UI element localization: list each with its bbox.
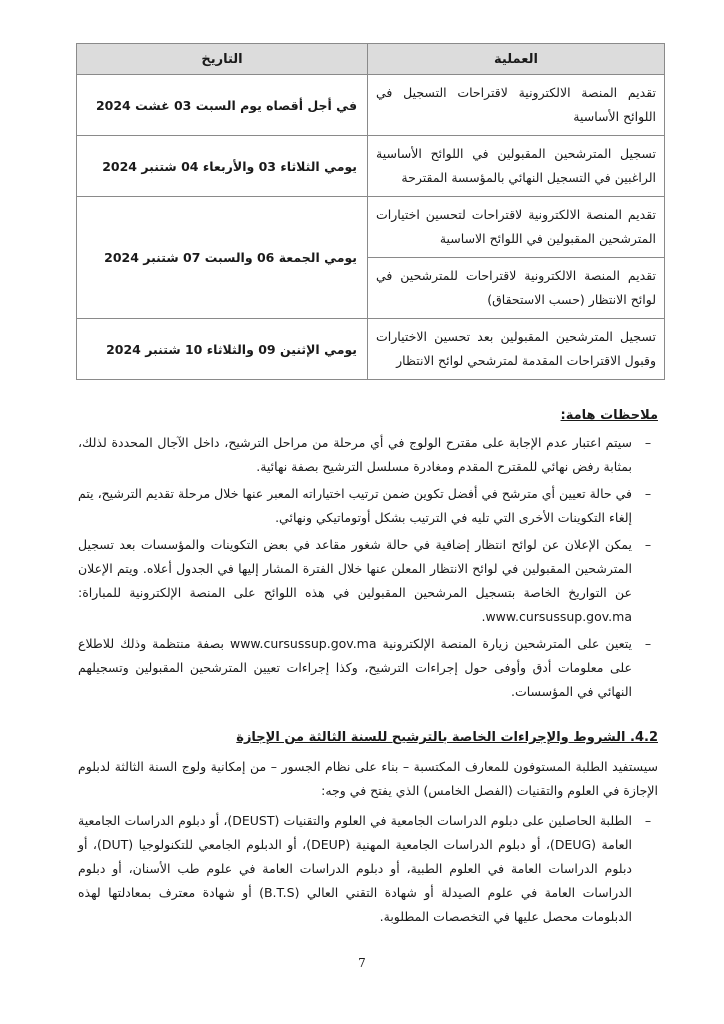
row-1-date: في أجل أقصاه يوم السبت 03 غشت 2024 <box>77 75 368 136</box>
section-intro: سيستفيد الطلبة المستوفون للمعارف المكتسبة – بناء على نظام الجسور – من إمكانية ولوج السنة الثالثة لدبلوم الإجازة في العلوم والتقنيات (الفصل الخامس) الذي يفتح في وجه: <box>78 759 658 798</box>
list-item <box>78 632 658 704</box>
row-3-operation-b: تقديم المنصة الالكترونية لاقتراحات للمترشحين في لوائح الانتظار (حسب الاستحقاق) <box>368 258 665 319</box>
section-title: 4.2. الشروط والإجراءات الخاصة بالترشيح للسنة الثالثة من الإجازة <box>236 730 658 745</box>
row-1-operation: تقديم المنصة الالكترونية لاقتراحات التسجيل في اللوائح الأساسية <box>368 75 665 136</box>
note-text: يمكن الإعلان عن لوائح انتظار إضافية في حالة شغور مقاعد في بعض التكوينات والمؤسسات بعد تسجيل المترشحين المقبولين في لوائح الانتظار المعلن عنها خلال الفترة المشار إليها في الجدول أعلاه. ويتم الإعلان عن التواريخ الخاصة بتسجيل المرشحين المقبولين في هذه اللوائح على المنصة الإلكترونية للمباراة: www.cursussup.gov.ma. <box>78 537 632 624</box>
list-item <box>78 809 658 929</box>
row-3-date: يومي الجمعة 06 والسبت 07 شتنبر 2024 <box>77 197 368 319</box>
list-item <box>78 533 658 629</box>
bullet-dash: – <box>644 486 652 501</box>
note-text: في حالة تعيين أي مترشح في أفضل تكوين ضمن ترتيب اختياراته المعبر عنها خلال مرحلة تقديم الترشيح، يتم إلغاء التكوينات الأخرى التي تليه في الترتيب بشكل أوتوماتيكي ونهائي. <box>78 486 632 525</box>
row-2-operation: تسجيل المترشحين المقبولين في اللوائح الأساسية الراغبين في التسجيل النهائي بالمؤسسة المقترحة <box>368 136 665 197</box>
bullet-dash: – <box>644 537 652 552</box>
header-operation: العملية <box>368 44 665 75</box>
header-date: التاريخ <box>77 44 368 75</box>
important-notes <box>78 408 658 707</box>
schedule-table <box>76 43 665 380</box>
note-text: يتعين على المترشحين زيارة المنصة الإلكترونية www.cursussup.gov.ma بصفة منتظمة وذلك للاطلاع على معلومات أدق وأوفى حول إجراءات الترشيح، وكذا إجراءات تعيين المترشحين المقبولين وتسجيلهم النهائي في المؤسسات. <box>78 636 632 699</box>
table-row <box>77 319 665 380</box>
notes-list <box>78 431 658 704</box>
table-row <box>77 136 665 197</box>
row-3-operation-a: تقديم المنصة الالكترونية لاقتراحات لتحسين اختيارات المترشحين المقبولين في اللوائح الاساسية <box>368 197 665 258</box>
table-header-row <box>77 44 665 75</box>
row-4-operation: تسجيل المترشحين المقبولين بعد تحسين الاختيارات وقبول الاقتراحات المقدمة لمترشحي لوائح الانتظار <box>368 319 665 380</box>
table-row <box>77 75 665 136</box>
note-text: سيتم اعتبار عدم الإجابة على مقترح الولوج في أي مرحلة من مراحل الترشيح، داخل الآجال المحددة لذلك، بمثابة رفض نهائي للمقترح المقدم ومغادرة مسلسل الترشيح بصفة نهائية. <box>78 435 632 474</box>
bullet-dash: – <box>644 813 652 828</box>
row-4-date: يومي الإثنين 09 والثلاثاء 10 شتنبر 2024 <box>77 319 368 380</box>
list-item <box>78 431 658 479</box>
table-row <box>77 197 665 258</box>
bullet-dash: – <box>644 636 652 651</box>
list-item <box>78 482 658 530</box>
row-2-date: يومي الثلاثاء 03 والأربعاء 04 شتنبر 2024 <box>77 136 368 197</box>
section-list <box>78 809 658 929</box>
page-number: 7 <box>358 956 366 970</box>
section-4-2 <box>78 730 658 932</box>
notes-title: ملاحظات هامة: <box>560 408 658 423</box>
section-item-text: الطلبة الحاصلين على دبلوم الدراسات الجامعية في العلوم والتقنيات (DEUST)، أو دبلوم الدراسات الجامعية العامة (DEUG)، أو دبلوم الدراسات الجامعية المهنية (DEUP)، أو الدبلوم الجامعي للتكنولوجيا (DUT)، أو دبلوم الدراسات العامة في العلوم الطبية، أو دبلوم الدراسات العامة في علوم طب الأسنان، أو دبلوم الدراسات العامة في علوم الصيدلة أو شهادة التقني العالي (B.T.S) أو شهادة معترف بمعادلتها لهذه الدبلومات محصل عليها في التخصصات المطلوبة. <box>78 813 632 924</box>
bullet-dash: – <box>644 435 652 450</box>
